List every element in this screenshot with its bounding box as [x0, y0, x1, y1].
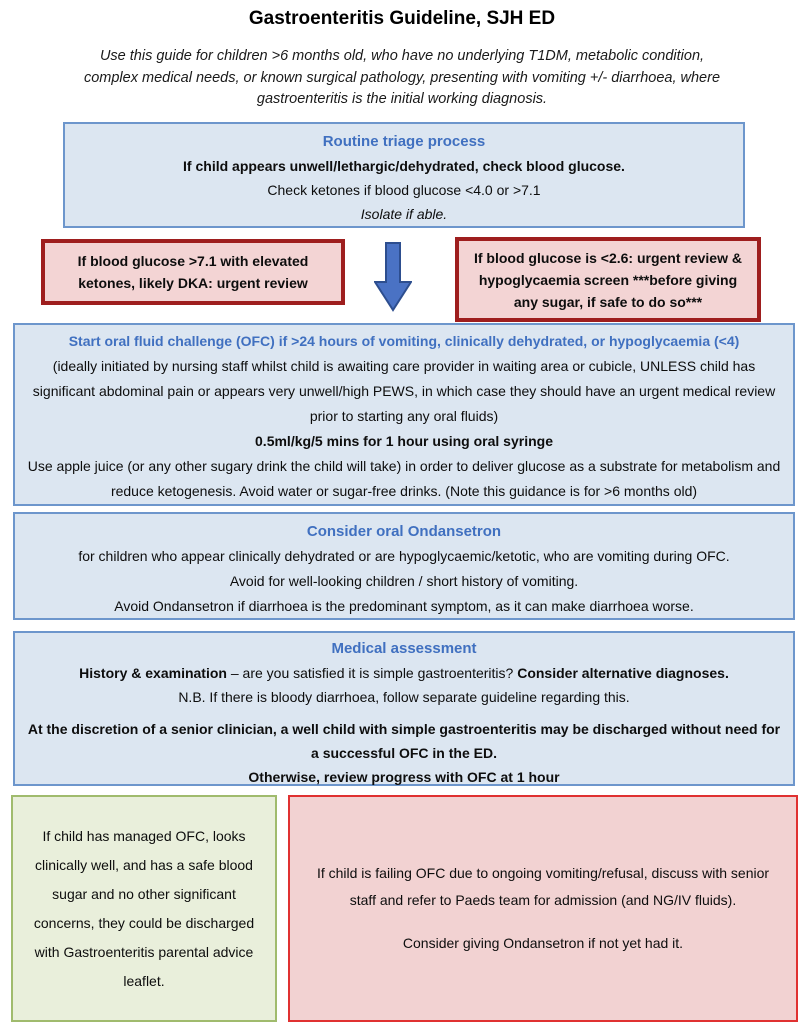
medical-assessment-box: [13, 631, 795, 786]
discharge-line: leaflet.: [123, 972, 165, 989]
ondansetron-diarrhoea-line: Avoid Ondansetron if diarrhoea is the predominant symptom, as it can make diarrhoea worse.: [114, 598, 694, 614]
ondansetron-box: [13, 512, 795, 620]
ondansetron-avoid-line: Avoid for well-looking children / short history of vomiting.: [229, 573, 579, 589]
discharge-line: clinically well, and has a safe blood: [35, 856, 253, 873]
assessment-review-line: Otherwise, review progress with OFC at 1 hour: [248, 769, 560, 785]
triage-line-check-ketones: Check ketones if blood glucose <4.0 or >7.1: [267, 182, 541, 198]
hypoglycaemia-alert-box: [455, 237, 761, 322]
page-title: Gastroenteritis Guideline, SJH ED: [248, 8, 556, 29]
admission-paragraph: [317, 860, 769, 914]
discharge-outcome-text: [34, 822, 254, 996]
ofc-dose-line: 0.5ml/kg/5 mins for 1 hour using oral syringe: [255, 433, 553, 449]
triage-line-isolate: Isolate if able.: [360, 206, 448, 222]
assessment-heading: Medical assessment: [331, 640, 477, 657]
hypo-alert-line: any sugar, if safe to do so***: [513, 294, 703, 310]
ondansetron-heading: Consider oral Ondansetron: [306, 523, 502, 540]
assessment-bloody-diarrhoea-line: N.B. If there is bloody diarrhoea, follow separate guideline regarding this.: [178, 689, 630, 705]
assessment-history-question: – are you satisfied it is simple gastroenteritis?: [226, 665, 518, 681]
triage-heading: Routine triage process: [322, 133, 486, 150]
intro-text: Use this guide for children >6 months old, who have no underlying T1DM, metabolic condition, complex medical needs, or known surgical pathology, presenting with vomiting +/- diarrhoea, where gastroenteritis is the initial working diagnosis.: [83, 48, 721, 107]
down-arrow-icon: [374, 242, 412, 312]
ofc-initiation-paragraph: (ideally initiated by nursing staff whilst child is awaiting care provider in waiting area or cubicle, UNLESS child has significant abdominal pain or appears very unwell/high PEWS, in which case they should have an urgent medical review prior to starting any oral fluids): [32, 358, 776, 424]
hypo-alert-line: If blood glucose is <2.6: urgent review &: [473, 250, 742, 266]
discharge-line: sugar and no other significant: [52, 885, 236, 902]
triage-box: [63, 122, 745, 228]
hypo-alert-line: hypoglycaemia screen ***before giving: [478, 272, 738, 288]
admission-line: staff and refer to Paeds team for admission (and NG/IV fluids).: [349, 892, 737, 908]
discharge-line: with Gastroenteritis parental advice: [34, 943, 254, 960]
assessment-discharge-discretion-paragraph: At the discretion of a senior clinician, a well child with simple gastroenteritis may be discharged without need for a successful OFC in the ED.: [27, 721, 781, 761]
assessment-history-label: History & examination: [79, 665, 227, 681]
ondansetron-indication-line: for children who appear clinically dehydrated or are hypoglycaemic/ketotic, who are vomiting during OFC.: [78, 548, 730, 564]
discharge-line: If child has managed OFC, looks: [42, 827, 246, 844]
ofc-heading: Start oral fluid challenge (OFC) if >24 hours of vomiting, clinically dehydrated, or hypoglycaemia (<4): [68, 333, 740, 349]
admission-line: If child is failing OFC due to ongoing vomiting/refusal, discuss with senior: [316, 865, 770, 881]
ofc-fluid-choice-paragraph: Use apple juice (or any other sugary drink the child will take) in order to deliver glucose as a substrate for metabolism and reduce ketogenesis. Avoid water or sugar-free drinks. (Note this guidance is for >6 months old): [27, 458, 781, 499]
assessment-alternative-diagnoses: Consider alternative diagnoses.: [517, 665, 729, 681]
dka-alert-line: ketones, likely DKA: urgent review: [78, 275, 308, 291]
dka-alert-line: If blood glucose >7.1 with elevated: [77, 253, 309, 269]
dka-alert-box: [41, 239, 345, 305]
oral-fluid-challenge-box: [13, 323, 795, 506]
discharge-line: concerns, they could be discharged: [33, 914, 255, 931]
admission-outcome-box: [288, 795, 798, 1022]
triage-line-check-glucose: If child appears unwell/lethargic/dehydrated, check blood glucose.: [183, 158, 625, 174]
admission-ondansetron-note: Consider giving Ondansetron if not yet had it.: [402, 935, 684, 951]
discharge-outcome-box: [11, 795, 277, 1022]
assessment-history-line: [25, 661, 783, 685]
